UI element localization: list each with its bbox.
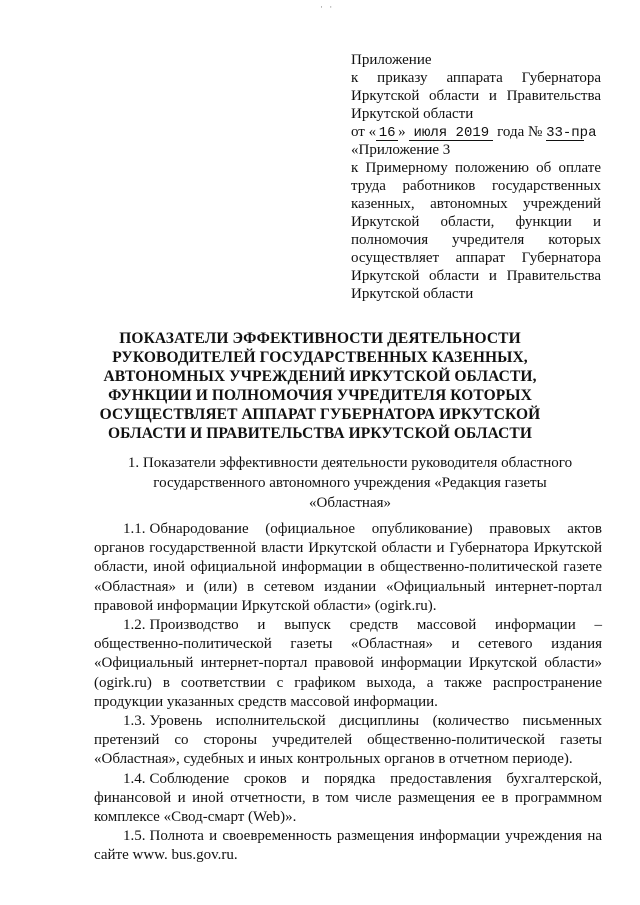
- appendix-line: к приказу аппарата Губернатора: [351, 70, 601, 86]
- title-line: ОСУЩЕСТВЛЯЕТ АППАРАТ ГУБЕРНАТОРА ИРКУТСКОЙ: [99, 406, 541, 423]
- document-title: [80, 329, 560, 443]
- appendix-line: Иркутской области: [351, 106, 474, 122]
- date-month-year: июля 2019: [409, 126, 493, 141]
- paragraph-number: 1.5.: [123, 828, 146, 845]
- paragraph-text: Полнота и своевременность размещения информации учреждения на сайте www. bus.gov.ru.: [94, 828, 602, 864]
- reference-line: казенных, автономных учреждений: [351, 196, 601, 212]
- paragraph-text: Уровень исполнительской дисциплины (количество письменных претензий со стороны учредителей общественно-политической газеты «Областная», судебных и иных контрольных органов в отчетном периоде).: [94, 713, 602, 768]
- reference-line: «Приложение 3: [351, 142, 451, 158]
- paragraph-number: 1.3.: [123, 713, 146, 730]
- paragraph-number: 1.2.: [123, 617, 146, 634]
- appendix-label: Приложение: [351, 52, 432, 68]
- title-line: ОБЛАСТИ И ПРАВИТЕЛЬСТВА ИРКУТСКОЙ ОБЛАСТИ: [107, 425, 533, 442]
- reference-line: Иркутской области: [351, 286, 474, 302]
- title-line: АВТОНОМНЫХ УЧРЕЖДЕНИЙ ИРКУТСКОЙ ОБЛАСТИ,: [103, 368, 537, 385]
- paragraph-1-2: [94, 616, 602, 712]
- appendix-block: [351, 51, 601, 303]
- paragraph-1-3: [94, 712, 602, 770]
- reference-line: полномочия учредителя которых: [351, 232, 601, 248]
- section-heading-line: «Областная»: [308, 495, 392, 511]
- reference-line: осуществляет аппарат Губернатора: [351, 250, 601, 266]
- title-line: ПОКАЗАТЕЛИ ЭФФЕКТИВНОСТИ ДЕЯТЕЛЬНОСТИ: [119, 330, 521, 347]
- section-heading-line: государственного автономного учреждения «Редакция газеты: [153, 475, 547, 491]
- title-line: РУКОВОДИТЕЛЕЙ ГОСУДАРСТВЕННЫХ КАЗЕННЫХ,: [112, 349, 528, 366]
- paragraph-text: Производство и выпуск средств массовой информации – общественно-политической газеты «Областная» и сетевого издания «Официальный интернет-портал правовой информации Иркутской области» (ogirk.ru) в соответствии с графиком выхода, а также распространение продукции указанных средств массовой информации.: [94, 617, 602, 710]
- date-mid: »: [398, 124, 406, 140]
- date-day: 16: [376, 126, 398, 141]
- paragraph-1-1: [94, 520, 602, 616]
- appendix-line: Иркутской области и Правительства: [351, 88, 601, 104]
- paragraph-1-4: [94, 770, 602, 828]
- date-prefix: от «: [351, 124, 377, 140]
- order-number: 33-пра: [546, 125, 597, 141]
- paragraph-text: Обнародование (официальное опубликование) правовых актов органов государственной власти Иркутской области и Губернатора Иркутской области, иной официальной информации в общественно-политической газете «Областная» и (или) в сетевом издании «Официальный интернет-портал правовой информации Иркутской области» (ogirk.ru).: [94, 521, 602, 614]
- paragraph-number: 1.4.: [123, 770, 146, 787]
- reference-line: к Примерному положению об оплате: [351, 160, 601, 176]
- section-heading: [120, 453, 580, 513]
- reference-line: Иркутской области, функции и: [351, 214, 601, 230]
- appendix-date-line: [351, 123, 601, 141]
- paragraph-1-5: [94, 827, 602, 865]
- paragraph-number: 1.1.: [123, 521, 146, 537]
- reference-line: Иркутской области и Правительства: [351, 268, 601, 284]
- year-suffix: года №: [497, 124, 543, 140]
- reference-line: труда работников государственных: [351, 178, 601, 194]
- paragraph-text: Соблюдение сроков и порядка предоставления бухгалтерской, финансовой и иной отчетности, в том числе размещения ее в программном комплексе «Свод-смарт (Web)».: [94, 770, 602, 826]
- title-line: ФУНКЦИИ И ПОЛНОМОЧИЯ УЧРЕДИТЕЛЯ КОТОРЫХ: [108, 387, 532, 404]
- document-body: [94, 520, 602, 866]
- section-heading-line: 1. Показатели эффективности деятельности руководителя областного: [127, 455, 573, 471]
- scan-artifact: · ·: [320, 2, 335, 12]
